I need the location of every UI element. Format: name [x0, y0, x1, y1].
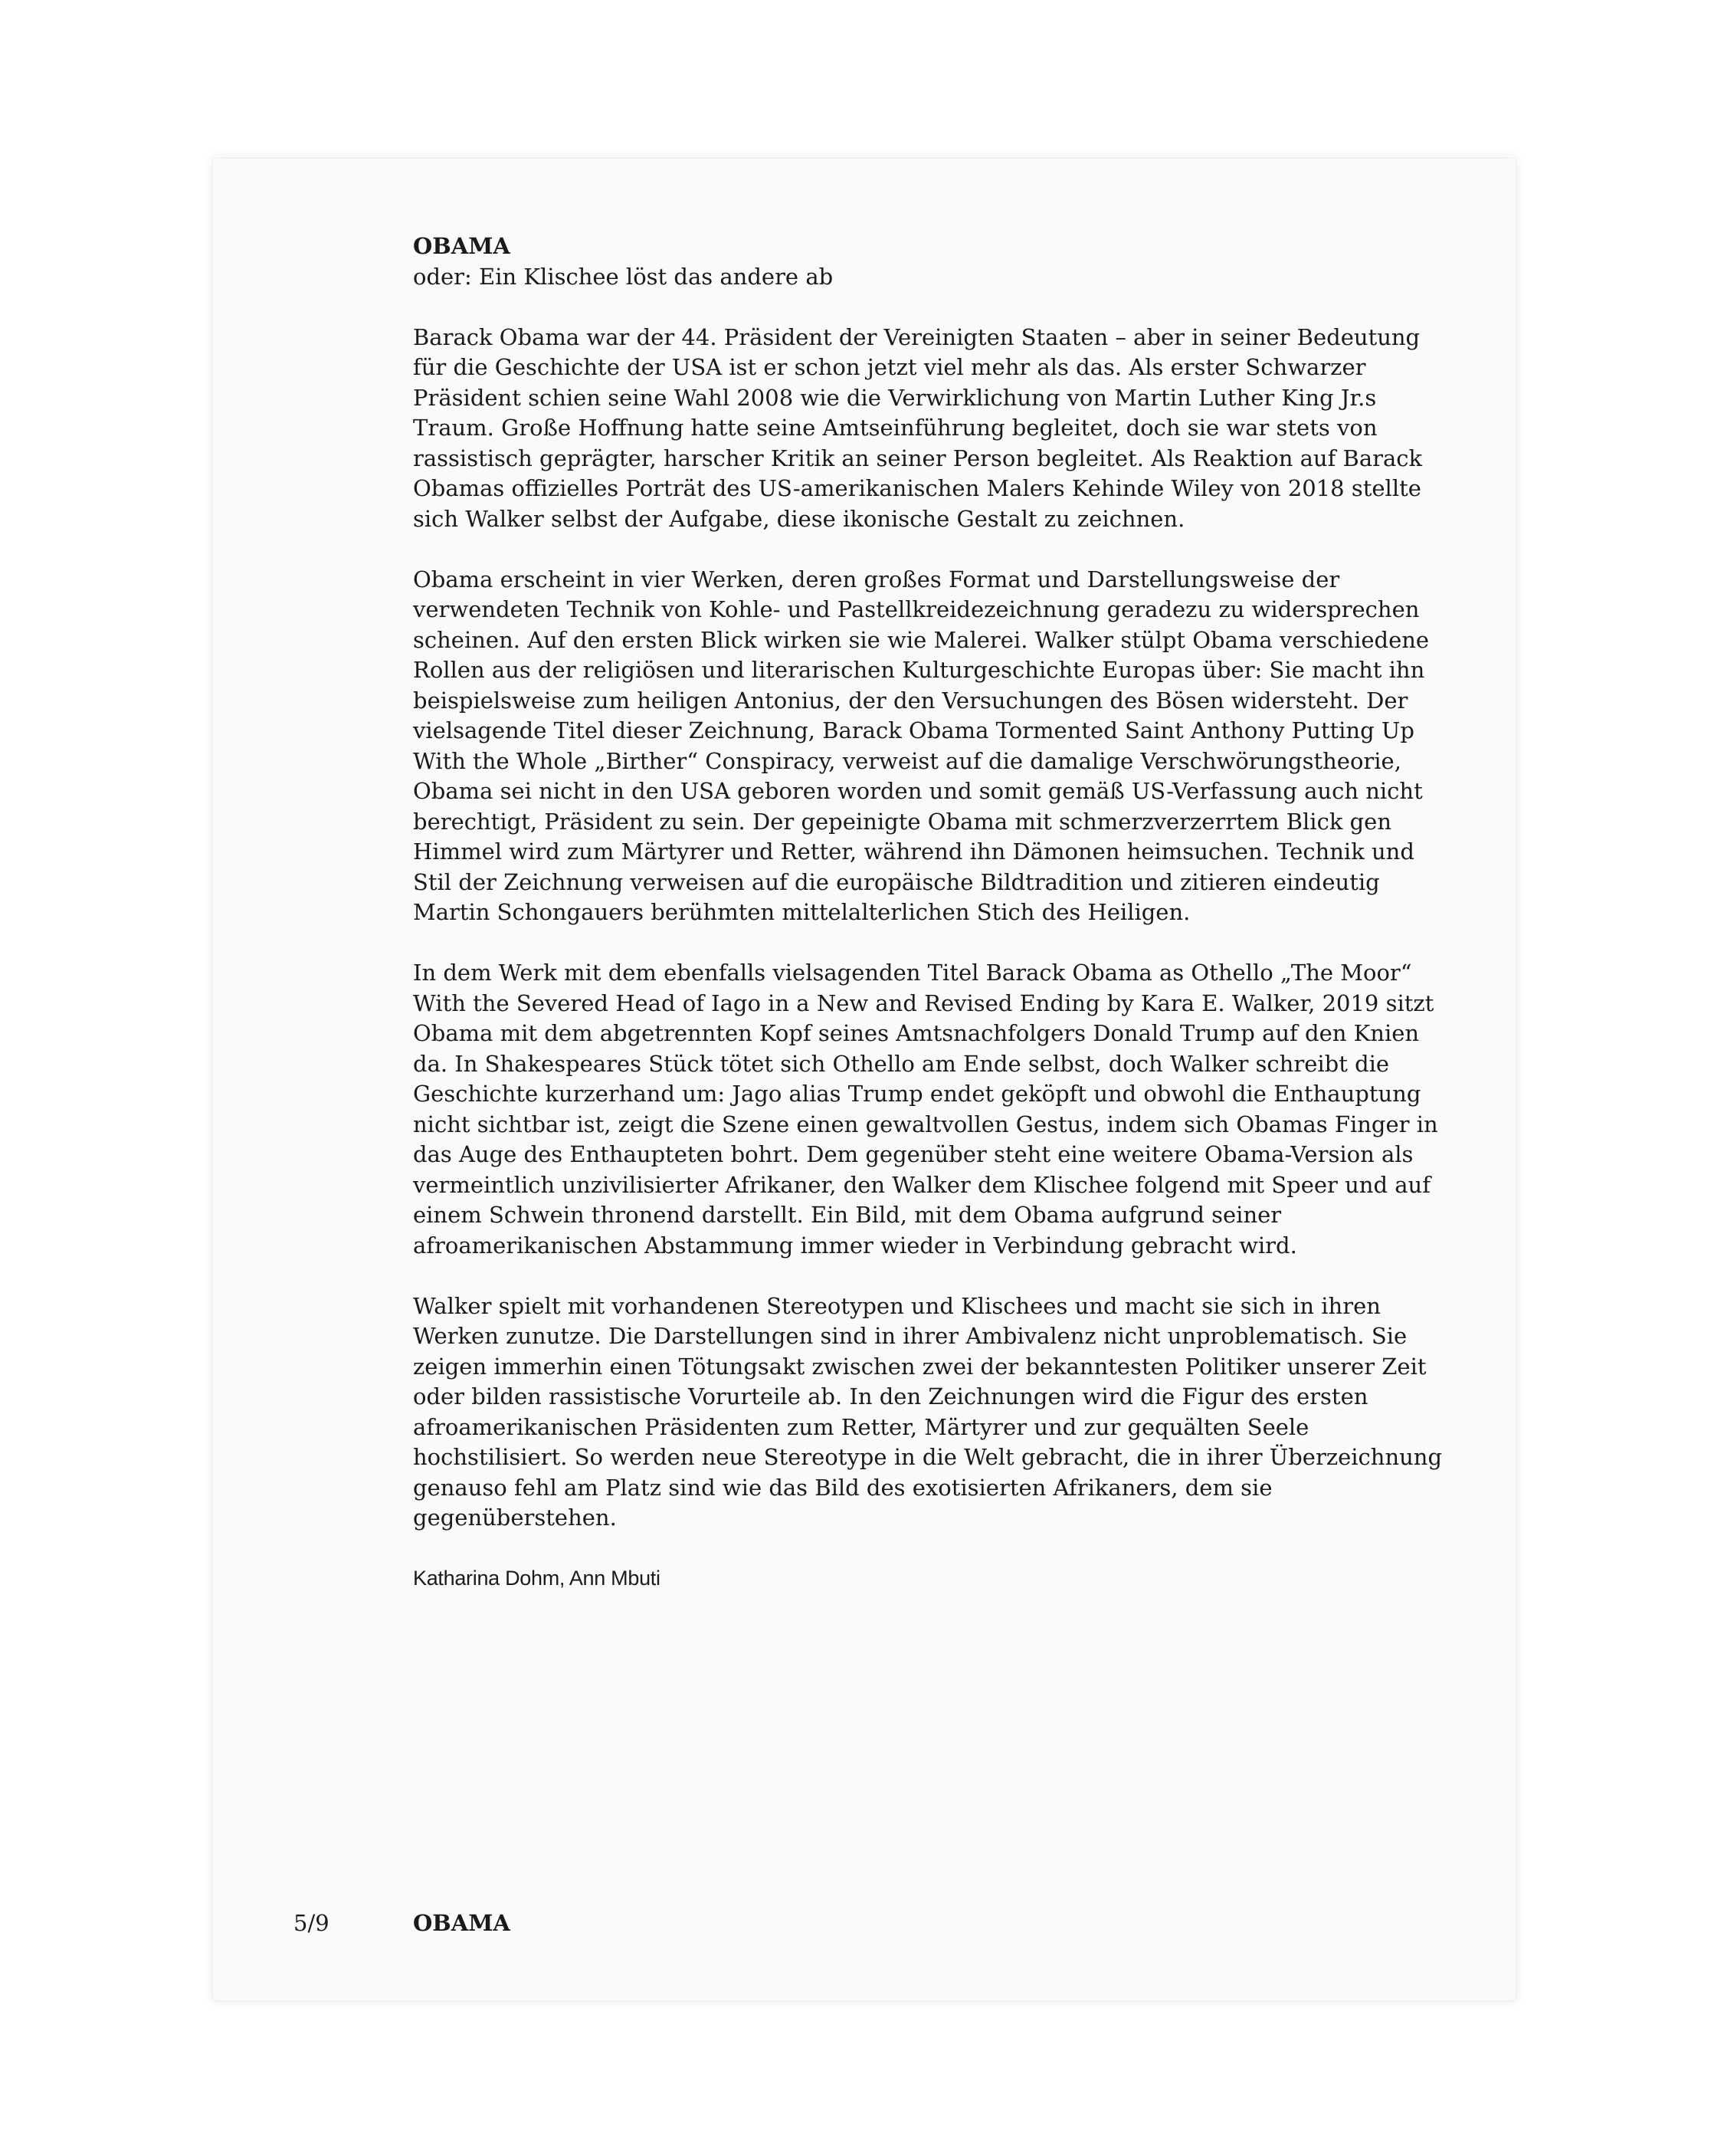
- article-body: [413, 231, 1455, 1594]
- document-page: [213, 159, 1516, 2000]
- paragraph-1: Barack Obama war der 44. Präsident der Vereinigten Staaten – aber in seiner Bedeutung für die Geschichte der USA ist er schon jetzt viel mehr als das. Als erster Schwarzer Präsident schien seine Wahl 2008 wie die Verwirklichung von Martin Luther King Jr.s Traum. Große Hoffnung hatte seine Amtseinführung begleitet, doch sie war stets von rassistisch geprägter, harscher Kritik an seiner Person begleitet. Als Reaktion auf Barack Obamas offizielles Porträt des US-amerikanischen Malers Kehinde Wiley von 2018 stellte sich Walker selbst der Aufgabe, diese ikonische Gestalt zu zeichnen.: [413, 323, 1423, 532]
- paragraph-4: Walker spielt mit vorhandenen Stereotypen und Klischees und macht sie sich in ihren Werken zunutze. Die Darstellungen sind in ihrer Ambivalenz nicht unproblematisch. Sie zeigen immerhin einen Tötungsakt zwischen zwei der bekanntesten Politiker unserer Zeit oder bilden rassistische Vorurteile ab. In den Zeichnungen wird die Figur des ersten afroamerikanischen Präsidenten zum Retter, Märtyrer und zur gequälten Seele hochstilisiert. So werden neue Stereotype in die Welt gebracht, die in ihrer Überzeichnung genauso fehl am Platz sind wie das Bild des exotisierten Afrikaners, dem sie gegenüberstehen.: [413, 1292, 1443, 1531]
- paragraph-2: Obama erscheint in vier Werken, deren großes Format und Darstellungsweise der verwendeten Technik von Kohle- und Pastellkreidezeichnung geradezu zu widersprechen scheinen. Auf den ersten Blick wirken sie wie Malerei. Walker stülpt Obama verschiedene Rollen aus der religiösen und literarischen Kulturgeschichte Europas über: Sie macht ihn beispielsweise zum heiligen Antonius, der den Versuchungen des Bösen widersteht. Der vielsagende Titel dieser Zeichnung, Barack Obama Tormented Saint Anthony Putting Up With the Whole „Birther“ Conspiracy, verweist auf die damalige Verschwörungstheorie, Obama sei nicht in den USA geboren worden und somit gemäß US-Verfassung auch nicht berechtigt, Präsident zu sein. Der gepeinigte Obama mit schmerzverzerrtem Blick gen Himmel wird zum Märtyrer und Retter, während ihn Dämonen heimsuchen. Technik und Stil der Zeichnung verweisen auf die europäische Bildtradition und zitieren eindeutig Martin Schongauers berühmten mittelalterlichen Stich des Heiligen.: [413, 566, 1430, 925]
- article-title: OBAMA: [413, 233, 510, 259]
- author-credit: Katharina Dohm, Ann Mbuti: [413, 1567, 660, 1590]
- footer-title: OBAMA: [413, 1910, 510, 1936]
- article-subtitle: oder: Ein Klischee löst das andere ab: [413, 263, 834, 290]
- page-number: 5/9: [293, 1910, 329, 1936]
- paragraph-3: In dem Werk mit dem ebenfalls vielsagenden Titel Barack Obama as Othello „The Moor“ With the Severed Head of Iago in a New and Revised Ending by Kara E. Walker, 2019 sitzt Obama mit dem abgetrennten Kopf seines Amtsnachfolgers Donald Trump auf den Knien da. In Shakespeares Stück tötet sich Othello am Ende selbst, doch Walker schreibt die Geschichte kurzerhand um: Jago alias Trump endet geköpft und obwohl die Enthauptung nicht sichtbar ist, zeigt die Szene einen gewaltvollen Gestus, indem sich Obamas Finger in das Auge des Enthaupteten bohrt. Dem gegenüber steht eine weitere Obama-Version als vermeintlich unzivilisierter Afrikaner, den Walker dem Klischee folgend mit Speer und auf einem Schwein thronend darstellt. Ein Bild, mit dem Obama aufgrund seiner afroamerikanischen Abstammung immer wieder in Verbindung gebracht wird.: [413, 960, 1438, 1258]
